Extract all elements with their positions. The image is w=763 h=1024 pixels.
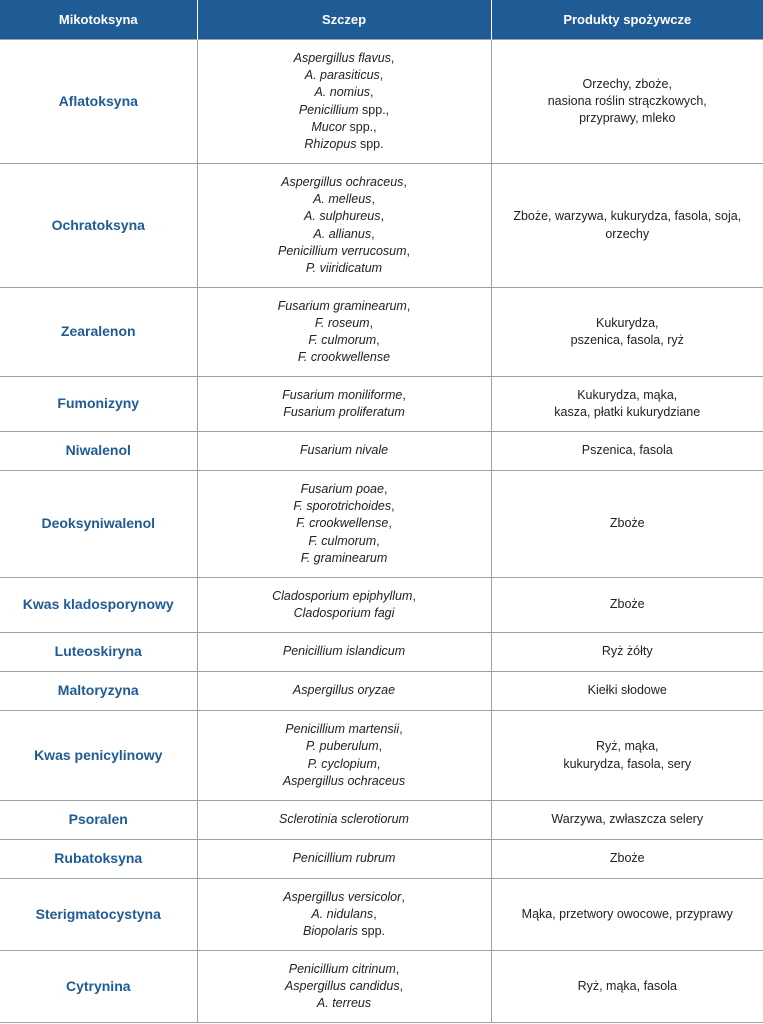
strain-species: F. graminearum <box>300 550 388 565</box>
strain-suffix: , <box>399 722 403 737</box>
mycotoxin-name: Deoksyniwalenol <box>0 471 197 578</box>
strain-species: Penicillium martensii <box>285 722 400 737</box>
strain-species: Aspergillus ochraceus <box>282 773 406 788</box>
strain-species: Sclerotinia sclerotiorum <box>279 812 409 827</box>
strain-species: F. roseum <box>314 315 370 330</box>
mycotoxin-name: Cytrynina <box>0 951 197 1023</box>
mycotoxin-name: Rubatoksyna <box>0 840 197 879</box>
strain-species: P. cyclopium <box>307 756 377 771</box>
strain-species: Penicillium rubrum <box>292 851 396 866</box>
mycotoxin-name: Psoralen <box>0 801 197 840</box>
strain-line <box>204 442 485 459</box>
strain-species: Fusarium graminearum <box>277 298 407 313</box>
food-products-line: Kukurydza, <box>595 315 659 330</box>
mycotoxin-name: Kwas kladosporynowy <box>0 578 197 633</box>
food-products-cell <box>491 471 763 578</box>
strain-suffix: , <box>379 68 384 83</box>
food-products-line: Ryż żółty <box>601 644 653 659</box>
header-row <box>0 0 763 40</box>
food-products-line: kasza, płatki kukurydziane <box>554 405 701 419</box>
strain-species: Penicillium <box>298 102 359 117</box>
strain-species: Penicillium citrinum <box>288 961 396 976</box>
strain-cell <box>197 40 491 164</box>
strain-species: Fusarium moniliforme <box>282 387 403 402</box>
strain-cell <box>197 164 491 288</box>
table-row <box>0 672 763 711</box>
strain-cell <box>197 879 491 951</box>
food-products-line: Ryż, mąka, <box>595 739 659 754</box>
strain-suffix: , <box>370 85 374 100</box>
mycotoxin-name: Maltoryzyna <box>0 672 197 711</box>
strain-line <box>204 349 485 366</box>
header-strain: Szczep <box>197 0 491 40</box>
table-row <box>0 471 763 578</box>
strain-line <box>204 588 485 605</box>
strain-species: Cladosporium epiphyllum <box>272 588 413 603</box>
strain-line <box>204 773 485 790</box>
strain-line <box>204 550 485 567</box>
table-row <box>0 633 763 672</box>
strain-suffix: , <box>380 209 384 224</box>
strain-suffix: , <box>376 533 380 548</box>
mycotoxin-name: Zearalenon <box>0 288 197 377</box>
strain-cell <box>197 377 491 432</box>
strain-line <box>204 191 485 208</box>
strain-cell <box>197 840 491 879</box>
food-products-cell <box>491 40 763 164</box>
strain-cell <box>197 801 491 840</box>
strain-line <box>204 136 485 153</box>
strain-line <box>204 50 485 67</box>
strain-line <box>204 243 485 260</box>
food-products-cell <box>491 840 763 879</box>
food-products-line: Zboże <box>609 597 645 612</box>
strain-line <box>204 643 485 660</box>
food-products-cell <box>491 432 763 471</box>
strain-species: Aspergillus candidus <box>284 978 400 993</box>
strain-suffix: spp. <box>357 924 385 939</box>
strain-line <box>204 481 485 498</box>
strain-line <box>204 84 485 101</box>
strain-species: Penicillium verrucosum <box>278 243 407 258</box>
strain-species: Cladosporium fagi <box>293 606 395 620</box>
strain-species: F. crookwellense <box>297 350 391 365</box>
mycotoxin-name: Niwalenol <box>0 432 197 471</box>
strain-line <box>204 605 485 622</box>
strain-suffix: , <box>371 226 375 241</box>
food-products-line: Mąka, przetwory owocowe, przyprawy <box>521 906 733 921</box>
strain-line <box>204 208 485 225</box>
strain-suffix: , <box>373 906 377 921</box>
strain-species: Biopolaris <box>303 924 358 939</box>
strain-line <box>204 332 485 349</box>
strain-species: Aspergillus flavus <box>293 50 391 65</box>
food-products-line: orzechy <box>605 226 650 241</box>
strain-cell <box>197 711 491 801</box>
food-products-cell <box>491 164 763 288</box>
strain-line <box>204 174 485 191</box>
strain-suffix: , <box>369 315 374 330</box>
strain-cell <box>197 633 491 672</box>
food-products-line: Zboże, warzywa, kukurydza, fasola, soja, <box>513 209 742 224</box>
strain-line <box>204 260 485 277</box>
mycotoxin-name: Aflatoksyna <box>0 40 197 164</box>
strain-species: Rhizopus <box>304 136 357 151</box>
food-products-line: Ryż, mąka, fasola <box>577 978 677 993</box>
table-row <box>0 801 763 840</box>
strain-species: F. sporotrichoides <box>293 499 392 514</box>
strain-line <box>204 119 485 136</box>
food-products-cell <box>491 879 763 951</box>
food-products-line: Zboże <box>609 516 645 531</box>
strain-suffix: spp. <box>356 136 384 151</box>
strain-species: Aspergillus oryzae <box>292 683 396 698</box>
strain-line <box>204 978 485 995</box>
food-products-line: Kukurydza, mąka, <box>577 387 678 402</box>
food-products-line: kukurydza, fasola, sery <box>563 756 692 771</box>
strain-line <box>204 923 485 940</box>
food-products-line: Warzywa, zwłaszcza selery <box>551 812 704 827</box>
food-products-line: Zboże <box>609 851 645 866</box>
mycotoxin-name: Fumonizyny <box>0 377 197 432</box>
strain-species: A. sulphureus <box>304 209 381 224</box>
strain-suffix: , <box>388 516 392 531</box>
food-products-cell <box>491 711 763 801</box>
strain-cell <box>197 578 491 633</box>
strain-species: F. culmorum <box>308 333 377 347</box>
strain-line <box>204 682 485 699</box>
strain-species: A. parasiticus <box>304 68 380 83</box>
strain-suffix: , <box>390 50 395 65</box>
strain-suffix: , <box>378 739 383 754</box>
strain-suffix: , <box>406 298 411 313</box>
mycotoxin-name: Ochratoksyna <box>0 164 197 288</box>
food-products-line: pszenica, fasola, ryż <box>570 333 684 347</box>
food-products-cell <box>491 633 763 672</box>
strain-suffix: spp., <box>358 102 390 117</box>
table-row <box>0 711 763 801</box>
food-products-line: Kiełki słodowe <box>587 683 667 698</box>
strain-line <box>204 498 485 515</box>
strain-line <box>204 811 485 828</box>
strain-species: Mucor <box>311 119 347 134</box>
strain-line <box>204 515 485 532</box>
strain-species: Fusarium poae <box>300 481 384 496</box>
strain-suffix: , <box>406 243 410 258</box>
strain-species: P. puberulum <box>305 739 379 754</box>
strain-cell <box>197 471 491 578</box>
table-row <box>0 840 763 879</box>
strain-line <box>204 738 485 755</box>
food-products-cell <box>491 288 763 377</box>
strain-species: F. culmorum <box>308 533 377 548</box>
table-row <box>0 951 763 1023</box>
strain-line <box>204 387 485 404</box>
food-products-line: nasiona roślin strączkowych, <box>547 93 707 108</box>
strain-suffix: , <box>371 192 375 207</box>
strain-cell <box>197 432 491 471</box>
food-products-line: przyprawy, mleko <box>579 111 676 126</box>
strain-line <box>204 961 485 978</box>
strain-species: Penicillium islandicum <box>282 644 406 659</box>
strain-species: P. viiridicatum <box>305 260 383 275</box>
mycotoxin-name: Kwas penicylinowy <box>0 711 197 801</box>
strain-line <box>204 315 485 332</box>
table-row <box>0 377 763 432</box>
table-row <box>0 879 763 951</box>
strain-line <box>204 889 485 906</box>
table-body <box>0 40 763 1023</box>
strain-species: Aspergillus ochraceus <box>281 174 404 189</box>
strain-species: A. terreus <box>316 996 372 1011</box>
strain-species: A. nomius <box>314 85 371 100</box>
table-row <box>0 164 763 288</box>
strain-line <box>204 721 485 738</box>
strain-cell <box>197 672 491 711</box>
food-products-cell <box>491 578 763 633</box>
strain-line <box>204 850 485 867</box>
strain-line <box>204 298 485 315</box>
strain-line <box>204 67 485 84</box>
strain-line <box>204 102 485 119</box>
strain-species: A. nidulans <box>311 906 374 921</box>
strain-line <box>204 533 485 550</box>
table-row <box>0 578 763 633</box>
strain-line <box>204 995 485 1012</box>
strain-suffix: , <box>401 889 405 904</box>
food-products-line: Orzechy, zboże, <box>582 76 672 91</box>
strain-suffix: , <box>395 961 400 976</box>
food-products-cell <box>491 377 763 432</box>
strain-species: Fusarium proliferatum <box>283 405 405 419</box>
table-row <box>0 40 763 164</box>
food-products-cell <box>491 801 763 840</box>
header-mycotoxin: Mikotoksyna <box>0 0 197 40</box>
strain-species: A. allianus <box>313 226 372 241</box>
table-row <box>0 432 763 471</box>
strain-cell <box>197 951 491 1023</box>
strain-suffix: , <box>391 499 395 514</box>
strain-suffix: , <box>376 756 381 771</box>
food-products-cell <box>491 672 763 711</box>
food-products-line: Pszenica, fasola <box>581 443 673 458</box>
food-products-cell <box>491 951 763 1023</box>
strain-suffix: , <box>403 174 407 189</box>
mycotoxin-name: Sterigmatocystyna <box>0 879 197 951</box>
strain-species: Fusarium nivale <box>299 443 389 458</box>
strain-suffix: spp., <box>346 119 377 134</box>
strain-suffix: , <box>383 481 388 496</box>
strain-suffix: , <box>412 588 416 603</box>
strain-suffix: , <box>402 387 406 402</box>
strain-cell <box>197 288 491 377</box>
strain-line <box>204 226 485 243</box>
strain-suffix: , <box>376 333 380 347</box>
table-row <box>0 288 763 377</box>
header-food-products: Produkty spożywcze <box>491 0 763 40</box>
strain-line <box>204 756 485 773</box>
strain-species: F. crookwellense <box>296 516 389 531</box>
strain-line <box>204 404 485 421</box>
strain-species: A. melleus <box>313 192 372 207</box>
mycotoxin-name: Luteoskiryna <box>0 633 197 672</box>
strain-line <box>204 906 485 923</box>
strain-species: Aspergillus versicolor <box>283 889 402 904</box>
strain-suffix: , <box>399 978 404 993</box>
table-header <box>0 0 763 40</box>
